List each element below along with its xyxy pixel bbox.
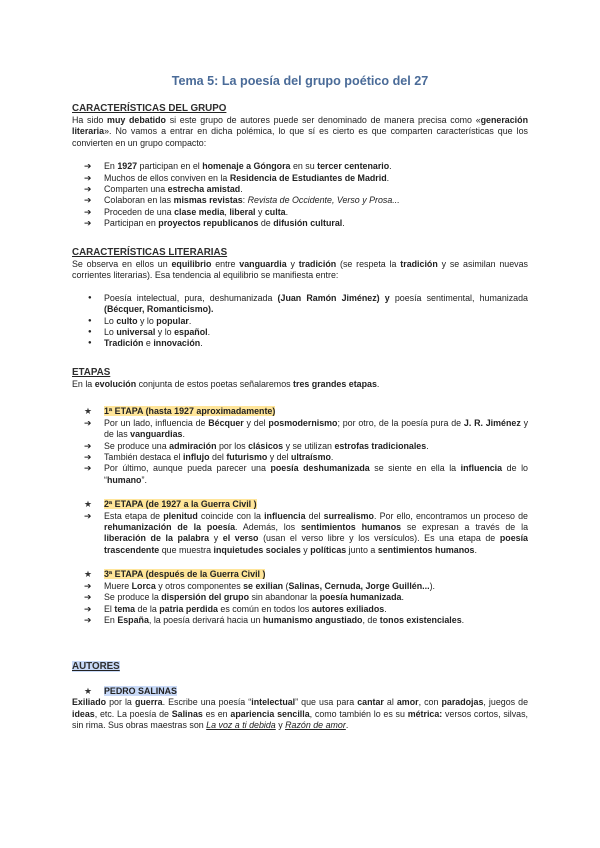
bold-text: J. R. Jiménez xyxy=(463,417,521,428)
text: Se produce la xyxy=(104,592,162,603)
arrow-right-icon: ➔ xyxy=(84,580,92,591)
bold-text: vanguardias xyxy=(130,429,183,440)
text: entre xyxy=(211,259,240,269)
bold-text: poesía deshumanizada xyxy=(270,463,370,474)
bold-text: tema xyxy=(114,603,136,614)
list-item xyxy=(72,218,528,229)
text: . xyxy=(389,161,392,172)
arrow-right-icon: ➔ xyxy=(84,218,92,229)
text: Por un lado, influencia de xyxy=(104,417,209,428)
section-heading: AUTORES xyxy=(72,661,120,672)
bold-text: autores exiliados xyxy=(311,603,385,614)
text: . Escribe una poesía “ xyxy=(162,697,252,708)
text: ( xyxy=(283,580,289,591)
list-item xyxy=(72,338,528,349)
bold-text: Tradición xyxy=(104,338,144,349)
list-item-text xyxy=(104,452,333,462)
paragraph-intro xyxy=(72,115,528,149)
text: , la poesía derivará hacia un xyxy=(148,614,263,625)
list-grupo xyxy=(72,161,528,229)
arrow-right-icon: ➔ xyxy=(84,614,92,625)
text: . Por ello, encontramos un proceso de xyxy=(373,510,528,521)
list-item xyxy=(72,463,528,486)
list-item-text xyxy=(104,161,392,171)
text: que muestra xyxy=(159,544,214,555)
bold-text: sentimientos humanos xyxy=(301,522,402,533)
text: y xyxy=(286,259,299,269)
section-heading: ETAPAS xyxy=(72,367,111,378)
text: y se asimilan nuevas corrientes literarias). Esa tendencia al equilibrio se manifiesta entre: xyxy=(72,259,528,281)
bold-text: humanismo angustiado xyxy=(262,614,363,625)
text: . xyxy=(342,218,345,229)
list-item xyxy=(72,195,528,206)
text: (se respeta la xyxy=(336,259,401,269)
list-item xyxy=(72,452,528,463)
bold-text: humano xyxy=(106,474,142,485)
section-etapas xyxy=(72,367,528,626)
bold-text: difusión cultural xyxy=(273,218,343,229)
section-literarias xyxy=(72,247,528,350)
text: . xyxy=(461,614,465,625)
arrow-right-icon: ➔ xyxy=(84,452,92,463)
bold-text: poesía humanizada xyxy=(319,592,402,603)
text: ; por otro, de la poesía pura de xyxy=(337,417,464,428)
text: ». No vamos a entrar en dicha polémica, lo que sí es cierto es que comparten características que los convierten en un grupo compacto: xyxy=(72,126,528,148)
text: : xyxy=(242,195,248,206)
bold-text: estrofas tradicionales xyxy=(334,440,427,451)
bold-text: (Juan Ramón Jiménez) y xyxy=(272,292,395,303)
list-item xyxy=(72,184,528,195)
text: ” que usa para xyxy=(295,697,358,708)
text: Participan en xyxy=(104,218,159,229)
bold-text: surrealismo xyxy=(323,510,374,521)
bold-text: ultraísmo xyxy=(290,452,331,463)
text: de la xyxy=(135,603,160,614)
text: , como también lo es su xyxy=(309,708,408,719)
arrow-right-icon: ➔ xyxy=(84,161,92,172)
text: coincide con la xyxy=(197,510,265,521)
text: (usan el verso libre y los versículos). Es una etapa de xyxy=(258,533,500,544)
list-item xyxy=(72,161,528,172)
arrow-right-icon: ➔ xyxy=(84,417,92,428)
bold-text: tercer centenario xyxy=(317,161,390,172)
text: . xyxy=(376,379,380,389)
text: . xyxy=(207,327,211,338)
bold-text: intelectual xyxy=(251,697,296,708)
bold-text: clase media xyxy=(174,206,225,217)
text: . xyxy=(188,315,192,326)
text: si este grupo de autores puede ser denominado de manera precisa como « xyxy=(165,115,481,125)
text: del xyxy=(305,510,324,521)
list-etapa-2 xyxy=(72,511,528,557)
etapa-1-title: ★ 1ª ETAPA (hasta 1927 aproximadamente) xyxy=(84,406,276,417)
arrow-right-icon: ➔ xyxy=(84,184,92,195)
arrow-right-icon: ➔ xyxy=(84,195,92,206)
arrow-right-icon: ➔ xyxy=(84,463,92,474)
text: sin abandonar la xyxy=(249,592,320,603)
text: de xyxy=(258,218,274,229)
section-grupo xyxy=(72,103,528,230)
bold-text: cantar xyxy=(357,697,384,708)
section-autores xyxy=(72,661,528,732)
text: y se utilizan xyxy=(283,440,335,451)
text: , etc. La poesía de xyxy=(94,708,172,719)
bold-text: homenaje a Góngora xyxy=(202,161,291,172)
arrow-right-icon: ➔ xyxy=(84,592,92,603)
work-title: La voz a ti debida xyxy=(206,720,276,731)
list-item xyxy=(72,316,528,327)
page-title: Tema 5: La poesía del grupo poético del 27 xyxy=(171,74,429,88)
list-item-text xyxy=(104,441,429,451)
bold-text: poesía trascendente xyxy=(104,533,528,555)
bold-text: liberal xyxy=(229,206,256,217)
work-title: Razón de amor xyxy=(285,720,346,731)
bold-text: España xyxy=(117,614,149,625)
text: junto a xyxy=(346,544,378,555)
list-item xyxy=(72,511,528,557)
bold-text: futurismo xyxy=(226,452,268,463)
arrow-right-icon: ➔ xyxy=(84,172,92,183)
text: conjunta de estos poetas señalaremos xyxy=(136,379,294,389)
etapa-3-title: ★ 3ª ETAPA (después de la Guerra Civil ) xyxy=(84,569,266,580)
author-salinas-title: ★ PEDRO SALINAS xyxy=(84,686,177,696)
list-item xyxy=(72,615,528,626)
list-item-text xyxy=(104,218,345,228)
text: En la xyxy=(72,379,95,389)
list-etapa-1 xyxy=(72,418,528,486)
text: . xyxy=(386,172,390,183)
text: ). xyxy=(429,580,435,591)
bold-text: inquietudes sociales xyxy=(213,544,301,555)
bold-text: generación literaria xyxy=(72,115,528,137)
text: y lo xyxy=(137,315,157,326)
list-item-text xyxy=(104,604,387,614)
text: Proceden de una xyxy=(104,206,175,217)
bold-text: amor xyxy=(396,697,419,708)
text: por los xyxy=(216,440,249,451)
text: . xyxy=(401,592,404,603)
text: , xyxy=(224,206,230,217)
text: y lo xyxy=(155,327,175,338)
bold-text: vanguardia xyxy=(239,259,287,269)
bold-text: clásicos xyxy=(248,440,284,451)
text: . xyxy=(285,206,289,217)
text: , de xyxy=(362,614,380,625)
text: versos cortos, silvas, sin rima. Sus obras maestras son xyxy=(72,708,528,731)
paragraph-salinas xyxy=(72,697,528,731)
etapa-2-title: ★ 2ª ETAPA (de 1927 a la Guerra Civil ) xyxy=(84,499,257,510)
bold-text: apariencia sencilla xyxy=(230,708,310,719)
text: . xyxy=(330,452,334,463)
end-text: . xyxy=(345,720,349,731)
text: de lo “ xyxy=(104,463,528,485)
bold-text: patria perdida xyxy=(159,603,218,614)
bold-text: muy debatido xyxy=(107,115,166,125)
star-icon: ★ xyxy=(84,499,92,510)
list-item-text xyxy=(104,338,203,348)
arrow-right-icon: ➔ xyxy=(84,440,92,451)
bold-text: liberación de la palabra xyxy=(104,533,210,544)
text: Comparten una xyxy=(104,184,168,195)
text: En xyxy=(104,161,118,172)
text: El xyxy=(104,603,115,614)
bold-text: (Bécquer, Romanticismo). xyxy=(104,304,214,315)
bold-text: tres grandes etapas xyxy=(293,379,377,389)
bold-text: evolución xyxy=(94,379,137,389)
bold-text: Lorca xyxy=(131,580,156,591)
text: ”. xyxy=(141,474,147,485)
text: Lo xyxy=(104,315,117,326)
bold-text: culta xyxy=(264,206,286,217)
text: se siente en ella la xyxy=(369,463,461,474)
bold-text: se exilian xyxy=(243,580,284,591)
list-item xyxy=(72,592,528,603)
text: Muere xyxy=(104,580,132,591)
bold-text: Salinas xyxy=(171,708,203,719)
bold-text: sentimientos humanos xyxy=(377,544,475,555)
text: Ha sido xyxy=(72,115,108,125)
list-item-text xyxy=(104,173,389,183)
text: Se produce una xyxy=(104,440,170,451)
bold-text: Revista de Occidente, Verso y Prosa... xyxy=(247,195,400,206)
list-item-text xyxy=(104,195,400,205)
bold-text: políticas xyxy=(310,544,347,555)
list-item-text xyxy=(104,511,528,555)
text: . xyxy=(474,544,477,555)
bold-text: popular xyxy=(156,315,189,326)
list-item xyxy=(72,173,528,184)
text: y del xyxy=(267,452,291,463)
list-item-text xyxy=(104,592,404,602)
bold-text: paradojas xyxy=(441,697,484,708)
text: . xyxy=(426,440,429,451)
text: del xyxy=(209,452,227,463)
arrow-right-icon: ➔ xyxy=(84,603,92,614)
text: Se observa en ellos un xyxy=(72,259,172,269)
bold-text: equilibrio xyxy=(171,259,212,269)
bold-text: guerra xyxy=(134,697,163,708)
list-item-text xyxy=(104,184,243,194)
list-item xyxy=(72,293,528,316)
text: por la xyxy=(106,697,135,708)
text: Lo xyxy=(104,327,117,338)
bold-text: métrica: xyxy=(407,708,443,719)
section-heading: CARACTERÍSTICAS DEL GRUPO xyxy=(72,103,227,114)
bold-text: estrecha amistad xyxy=(167,184,241,195)
bold-text: influjo xyxy=(182,452,210,463)
text: Esta etapa de xyxy=(104,510,164,521)
list-item xyxy=(72,327,528,338)
text: y xyxy=(300,544,311,555)
text: y del xyxy=(243,417,269,428)
list-item xyxy=(72,418,528,441)
list-item xyxy=(72,207,528,218)
text: , con xyxy=(418,697,442,708)
star-icon: ★ xyxy=(84,406,92,417)
text: y otros componentes xyxy=(155,580,244,591)
text: También destaca el xyxy=(104,452,183,463)
text: Poesía intelectual, pura, deshumanizada xyxy=(104,292,273,303)
text: e xyxy=(143,338,154,349)
bold-text: influencia xyxy=(264,510,306,521)
bold-text: influencia xyxy=(460,463,503,474)
section-heading: CARACTERÍSTICAS LITERARIAS xyxy=(72,247,228,258)
bold-text: plenitud xyxy=(163,510,198,521)
text: Colaboran en las xyxy=(104,195,174,206)
text: . xyxy=(200,338,203,349)
bullet-icon: ● xyxy=(88,340,92,347)
arrow-right-icon: ➔ xyxy=(84,510,92,521)
bold-text: Exiliado xyxy=(72,697,107,708)
list-item-text xyxy=(104,316,191,326)
list-item-text xyxy=(104,327,210,337)
paragraph-intro xyxy=(72,379,528,390)
paragraph-intro xyxy=(72,259,528,282)
text: es común en todos los xyxy=(217,603,312,614)
arrow-right-icon: ➔ xyxy=(84,206,92,217)
list-item-text xyxy=(104,207,288,217)
bold-text: Salinas, Cernuda, Jorge Guillén... xyxy=(288,580,430,591)
text: poesía sentimental, humanizada xyxy=(394,292,528,303)
bullet-icon: ● xyxy=(88,329,92,336)
text: , juegos de xyxy=(483,697,529,708)
star-icon: ★ xyxy=(84,686,92,696)
bold-text: tradición xyxy=(400,259,438,269)
bold-text: Residencia de Estudiantes de Madrid xyxy=(229,172,387,183)
text: se expresan a través de la xyxy=(401,522,529,533)
bold-text: mismas revistas xyxy=(173,195,243,206)
bold-text: proyectos republicanos xyxy=(158,218,259,229)
list-item-text xyxy=(104,463,528,484)
bullet-icon: ● xyxy=(88,294,92,301)
text: y xyxy=(255,206,265,217)
bold-text: tonos existenciales xyxy=(379,614,462,625)
list-etapa-3 xyxy=(72,581,528,627)
bold-text: 1927 xyxy=(117,161,138,172)
text: en su xyxy=(290,161,318,172)
text: . xyxy=(182,429,185,440)
bold-text: Bécquer xyxy=(208,417,244,428)
list-item-text xyxy=(104,615,464,625)
text: es en xyxy=(202,708,231,719)
bold-text: admiración xyxy=(169,440,217,451)
text: y de las xyxy=(104,417,529,440)
star-icon: ★ xyxy=(84,569,92,580)
list-item xyxy=(72,604,528,615)
bold-text: universal xyxy=(116,327,156,338)
connector-text: y xyxy=(275,720,286,731)
text: y xyxy=(209,533,223,544)
bold-text: dispersión del grupo xyxy=(161,592,250,603)
bold-text: tradición xyxy=(298,259,337,269)
bold-text: innovación xyxy=(153,338,201,349)
list-item-text xyxy=(104,418,528,439)
bullet-icon: ● xyxy=(88,317,92,324)
list-item xyxy=(72,581,528,592)
bold-text: el verso xyxy=(222,533,259,544)
text: participan en el xyxy=(137,161,203,172)
bold-text: culto xyxy=(116,315,138,326)
list-item-text xyxy=(104,581,435,591)
text: Por último, aunque pueda parecer una xyxy=(104,463,271,474)
text: . xyxy=(384,603,387,614)
text: . Además, los xyxy=(235,522,301,533)
bold-text: posmodernismo xyxy=(268,417,338,428)
list-item xyxy=(72,441,528,452)
text: En xyxy=(104,614,118,625)
bold-text: rehumanización de la poesía xyxy=(104,522,236,533)
text: . xyxy=(240,184,243,195)
bold-text: español xyxy=(174,327,208,338)
list-item-text xyxy=(104,293,528,314)
list-literarias xyxy=(72,293,528,350)
text: al xyxy=(383,697,397,708)
text: Muchos de ellos conviven en la xyxy=(104,172,230,183)
bold-text: ideas xyxy=(72,708,95,719)
